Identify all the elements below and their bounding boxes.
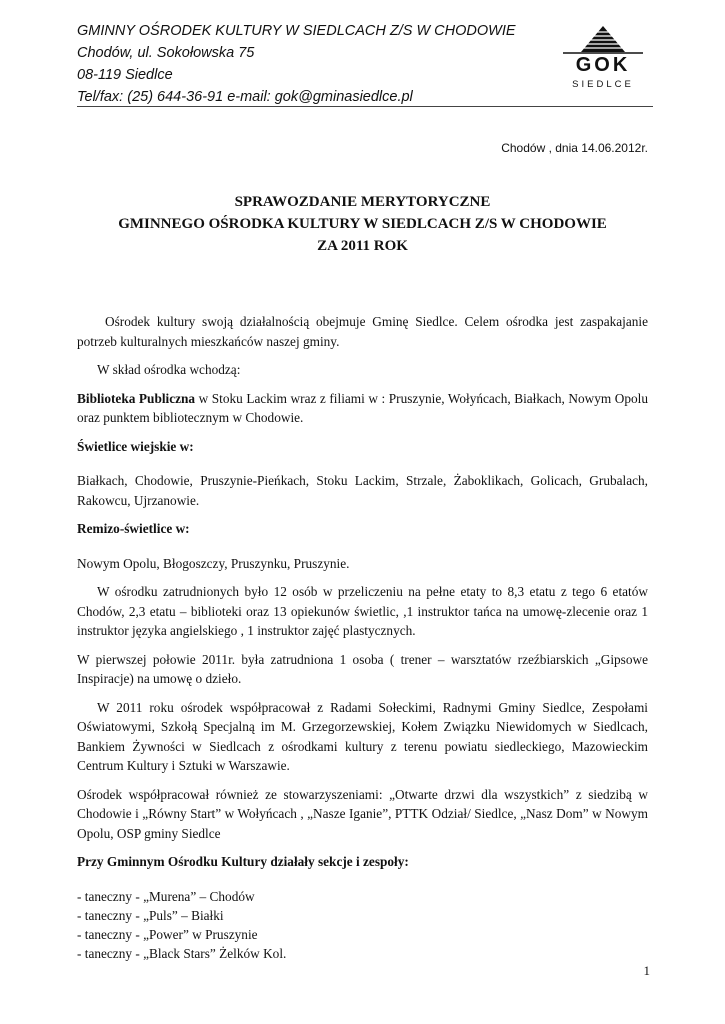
header-divider — [77, 106, 653, 107]
swietlice-list: Białkach, Chodowie, Pruszynie-Pieńkach, Stoku Lackim, Strzale, Żaboklikach, Golicach, Grubalach, Rakowcu, Ujrzanowie. — [77, 473, 648, 508]
library-heading: Biblioteka Publiczna — [77, 390, 196, 406]
list-item: - taneczny - „Black Stars” Żelków Kol. — [77, 945, 287, 961]
document-body — [77, 312, 648, 963]
roof-stairs-icon — [561, 22, 645, 56]
letterhead-text — [77, 20, 516, 108]
cooperation-paragraph: W 2011 roku ośrodek współpracował z Radami Sołeckimi, Radnymi Gminy Siedlce, Zespołami Oświatowymi, Szkołą Specjalną im M. Grzegorzewskiej, Kołem Związku Niewidomych w Siedlcach, Bankiem Żywności w Siedlcach z ośrodkami kultury z terenu powiatu siedleckiego, Mazowieckim Centrum Kultury i Sztuki w Warszawie. — [77, 699, 648, 773]
logo-subtext: SIEDLCE — [572, 79, 634, 90]
title-line-2: GMINNEGO OŚRODKA KULTURY W SIEDLCACH Z/S W CHODOWIE — [118, 216, 607, 232]
remizo-list: Nowym Opolu, Błogoszczy, Pruszynku, Pruszynie. — [77, 555, 350, 571]
contract-paragraph: W pierwszej połowie 2011r. była zatrudniona 1 osoba ( trener – warsztatów rzeźbiarskich „Gipsowe Inspiracje) na umowę o dzieło. — [77, 651, 648, 686]
logo-text: GOK — [575, 54, 631, 76]
associations-paragraph: Ośrodek współpracował również ze stowarzyszeniami: „Otwarte drzwi dla wszystkich” z siedzibą w Chodowie i „Równy Start” w Wołyńcach , „Nasze Iganie”, PTTK Odział/ Siedlce, „Nasz Dom” w Nowym Opolu, OSP gminy Siedlce — [77, 786, 648, 841]
document-title — [77, 191, 648, 257]
remizo-heading: Remizo-świetlice w: — [77, 521, 190, 536]
employment-paragraph: W ośrodku zatrudnionych było 12 osób w przeliczeniu na pełne etaty to 8,3 etatu z tego 6 etatów Chodów, 2,3 etatu – biblioteki oraz 13 opiekunów świetlic, ,1 instruktor tańca na umowę-zlecenie oraz 1 instruktor języka angielskiego , 1 instruktor zajęć plastycznych. — [77, 584, 648, 638]
composition-paragraph: W skład ośrodka wchodzą: — [97, 362, 241, 377]
intro-paragraph: Ośrodek kultury swoją działalnością obejmuje Gminę Siedlce. Celem ośrodka jest zaspakajanie potrzeb kulturalnych mieszkańców naszej gminy. — [77, 314, 648, 349]
org-name: GMINNY OŚRODEK KULTURY W SIEDLCACH Z/S W CHODOWIE — [77, 23, 516, 39]
list-item: - taneczny - „Puls” – Białki — [77, 907, 224, 923]
letterhead — [77, 20, 653, 108]
title-line-1: SPRAWOZDANIE MERYTORYCZNE — [234, 194, 491, 210]
page-number: 1 — [643, 963, 650, 978]
list-item: - taneczny - „Power” w Pruszynie — [77, 926, 258, 942]
library-text: w Stoku Lackim wraz z filiami w : Pruszynie, Wołyńcach, Białkach, Nowym Opolu oraz punktem bibliotecznym w Chodowie. — [77, 390, 648, 425]
address-postal: 08-119 Siedlce — [77, 67, 173, 83]
list-item: - taneczny - „Murena” – Chodów — [77, 888, 255, 904]
document-date: Chodów , dnia 14.06.2012r. — [501, 141, 648, 155]
library-paragraph — [77, 389, 648, 428]
sections-heading: Przy Gminnym Ośrodku Kultury działały sekcje i zespoły: — [77, 854, 409, 869]
title-line-3: ZA 2011 ROK — [317, 238, 408, 254]
address-street: Chodów, ul. Sokołowska 75 — [77, 45, 255, 61]
swietlice-heading: Świetlice wiejskie w: — [77, 438, 194, 454]
contact-line: Tel/fax: (25) 644-36-91 e-mail: gok@gminasiedlce.pl — [77, 89, 413, 105]
sections-list — [77, 887, 648, 963]
gok-logo — [561, 22, 645, 102]
